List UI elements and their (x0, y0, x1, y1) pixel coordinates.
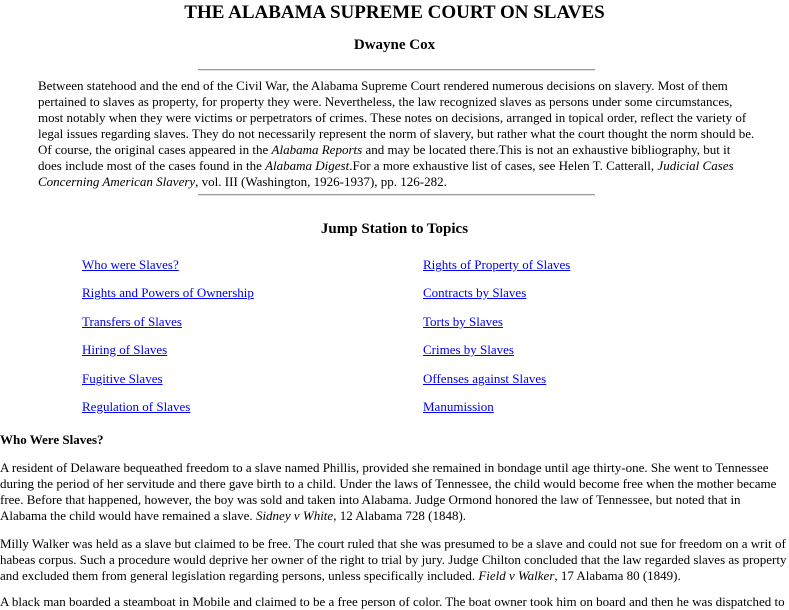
topic-link-hiring-of-slaves[interactable]: Hiring of Slaves (82, 342, 168, 357)
page-title: THE ALABAMA SUPREME COURT ON SLAVES (184, 2, 605, 23)
case-paragraph-partial: A black man boarded a steamboat in Mobile and claimed to be a free person of color. The boat owner took him on board and then he was dispatched to (0, 594, 785, 609)
section-heading-who-were-slaves: Who Were Slaves? (0, 432, 104, 447)
catterall-book-title: Judicial Cases Concerning American Slavery (38, 158, 734, 189)
alabama-digest-title: Alabama Digest (265, 158, 350, 173)
topic-link-transfers-of-slaves[interactable]: Transfers of Slaves (82, 314, 182, 329)
case-paragraph-field-v-walker: Milly Walker was held as a slave but claimed to be free. The court ruled that she was presumed to be a slave and could not sue for freedom on a writ of habeas corpus. Such a procedure would deprive her owner of the right to trial by jury. Judge Chilton concluded that the law regarded slaves as property and excluded them from general legislation regarding persons, unless specifically included. Field v Walker, 17 Alabama 80 (1849). (0, 536, 787, 583)
topic-link-rights-of-property-of-slaves[interactable]: Rights of Property of Slaves (423, 257, 571, 272)
case-name: Sidney v White (255, 508, 334, 523)
case-name: Field v Walker (478, 568, 555, 583)
topic-link-contracts-by-slaves[interactable]: Contracts by Slaves (423, 285, 527, 300)
divider-top (198, 69, 595, 71)
case-paragraph-sidney-v-white: A resident of Delaware bequeathed freedom to a slave named Phillis, provided she remained in bondage until age thirty-one. She went to Tennessee during the period of her servitude and there gave birth to a child. Under the laws of Tennessee, the child would become free when the mother became free. Before that happened, however, the boy was sold and taken into Alabama. Judge Ormond honored the law of Tennessee, but noted that in Alabama the child would have remained a slave. Sidney v White, 12 Alabama 728 (1848). (0, 460, 777, 523)
topic-link-regulation-of-slaves[interactable]: Regulation of Slaves (82, 399, 191, 414)
alabama-reports-title: Alabama Reports (271, 142, 363, 157)
topic-link-fugitive-slaves[interactable]: Fugitive Slaves (82, 371, 163, 386)
topic-link-rights-and-powers-of-ownership[interactable]: Rights and Powers of Ownership (82, 285, 254, 300)
author-name: Dwayne Cox (353, 37, 436, 53)
topic-link-offenses-against-slaves[interactable]: Offenses against Slaves (423, 371, 547, 386)
topic-link-crimes-by-slaves[interactable]: Crimes by Slaves (423, 342, 514, 357)
intro-paragraph: Between statehood and the end of the Civil War, the Alabama Supreme Court rendered numerous decisions on slavery. Most of them pertained to slaves as property, for property they were. Nevertheless, the law recognized slaves as persons under some circumstances, most notably when they were victims or perpetrators of crimes. These notes on decisions, arranged in topical order, reflect the variety of legal issues regarding slaves. They do not necessarily represent the norm of slavery, but rather what the court thought the norm should be. Of course, the original cases appeared in the Alabama Reports and may be located there.This is not an exhaustive bibliography, but it does include most of the cases found in the Alabama Digest.For a more exhaustive list of cases, see Helen T. Catterall, Judicial Cases Concerning American Slavery, vol. III (Washington, 1926-1937), pp. 126-282. (38, 78, 755, 189)
jump-station-heading: Jump Station to Topics (320, 221, 469, 237)
divider-bottom (198, 194, 595, 196)
topic-link-torts-by-slaves[interactable]: Torts by Slaves (423, 314, 503, 329)
topic-link-manumission[interactable]: Manumission (423, 399, 494, 414)
topic-link-who-were-slaves[interactable]: Who were Slaves? (82, 257, 179, 272)
